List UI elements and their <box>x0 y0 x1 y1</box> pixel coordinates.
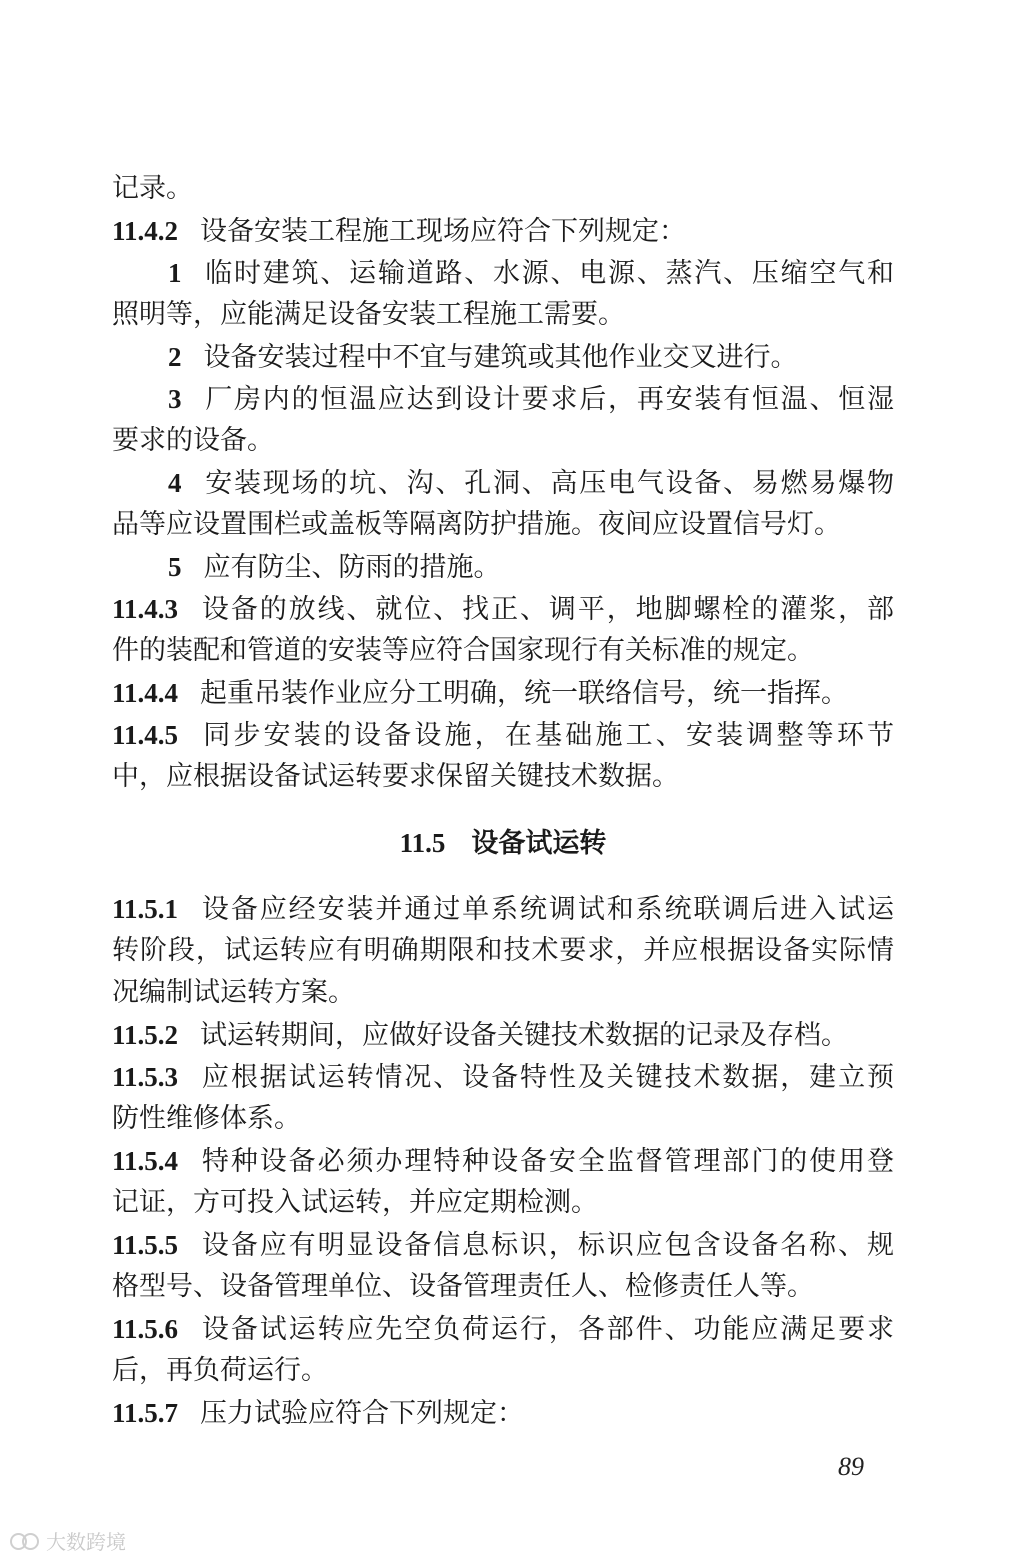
clause-number: 11.4.3 <box>112 594 179 624</box>
page-number: 89 <box>838 1452 864 1481</box>
section-11-5-line <box>112 1350 894 1392</box>
clause-text: 试运转期间，应做好设备关键技术数据的记录及存档。 <box>200 1020 849 1051</box>
clause-text: 设备应有明显设备信息标识，标识应包含设备名称、规 <box>200 1230 894 1261</box>
section-11-5-line <box>112 1392 894 1434</box>
section-11-4-line <box>112 336 894 378</box>
clause-text: 临时建筑、运输道路、水源、电源、蒸汽、压缩空气和 <box>203 258 894 289</box>
section-11-4-line <box>112 672 894 714</box>
section-11-4-line <box>112 546 894 588</box>
clause-number: 11.5.5 <box>112 1230 179 1260</box>
clause-number: 11.5.3 <box>112 1062 179 1092</box>
section-11-5-line <box>112 1098 894 1140</box>
clause-number: 11.4.4 <box>112 678 179 708</box>
section-11-4-line <box>112 420 894 462</box>
document-page <box>112 168 894 1434</box>
item-number: 3 <box>168 384 182 414</box>
section-11-5-line <box>112 1140 894 1182</box>
watermark <box>10 1526 126 1555</box>
watermark-text: 大数跨境 <box>46 1530 126 1554</box>
section-11-5-line <box>112 930 894 972</box>
clause-text: 特种设备必须办理特种设备安全监督管理部门的使用登 <box>200 1146 894 1177</box>
section-11-5-line <box>112 1266 894 1308</box>
section-11-4-line <box>112 504 894 546</box>
clause-text: 格型号、设备管理单位、设备管理责任人、检修责任人等。 <box>112 1271 814 1302</box>
section-11-5-text <box>112 888 894 1434</box>
clause-text: 中，应根据设备试运转要求保留关键技术数据。 <box>112 761 679 792</box>
clause-text: 厂房内的恒温应达到设计要求后，再安装有恒温、恒湿 <box>203 384 894 415</box>
section-11-4-text <box>112 168 894 798</box>
watermark-logo-icon <box>10 1533 40 1549</box>
section-11-5-line <box>112 888 894 930</box>
section-11-5-line <box>112 1308 894 1350</box>
clause-text: 记证，方可投入试运转，并应定期检测。 <box>112 1187 598 1218</box>
section-11-5-line <box>112 1224 894 1266</box>
section-11-5-line <box>112 1014 894 1056</box>
clause-text: 后，再负荷运行。 <box>112 1355 328 1386</box>
clause-number: 11.5.1 <box>112 894 179 924</box>
clause-text: 应根据试运转情况、设备特性及关键技术数据，建立预 <box>200 1062 894 1093</box>
clause-text: 设备应经安装并通过单系统调试和系统联调后进入试运 <box>200 894 894 925</box>
clause-number: 11.5.6 <box>112 1314 179 1344</box>
clause-text: 防性维修体系。 <box>112 1103 301 1134</box>
section-11-4-line <box>112 714 894 756</box>
clause-text: 况编制试运转方案。 <box>112 977 355 1008</box>
section-heading <box>112 822 894 864</box>
section-11-4-line <box>112 210 894 252</box>
section-heading-title: 设备试运转 <box>471 828 607 859</box>
clause-text: 压力试验应符合下列规定： <box>200 1398 525 1429</box>
item-number: 5 <box>168 552 182 582</box>
clause-number: 11.5.7 <box>112 1398 179 1428</box>
section-11-5-line <box>112 1182 894 1224</box>
item-number: 4 <box>168 468 182 498</box>
section-11-4-line <box>112 756 894 798</box>
clause-text: 起重吊装作业应分工明确，统一联络信号，统一指挥。 <box>200 678 849 709</box>
clause-text: 应有防尘、防雨的措施。 <box>203 552 501 583</box>
clause-text: 设备安装过程中不宜与建筑或其他作业交叉进行。 <box>203 342 798 373</box>
section-heading-number: 11.5 <box>399 828 446 858</box>
section-11-4-line <box>112 252 894 294</box>
item-number: 1 <box>168 258 182 288</box>
clause-number: 11.4.5 <box>112 720 179 750</box>
section-11-4-line <box>112 462 894 504</box>
clause-text: 设备试运转应先空负荷运行，各部件、功能应满足要求 <box>200 1314 894 1345</box>
section-11-4-line <box>112 168 894 210</box>
clause-number: 11.5.2 <box>112 1020 179 1050</box>
clause-text: 同步安装的设备设施，在基础施工、安装调整等环节 <box>200 720 894 751</box>
section-11-4-line <box>112 630 894 672</box>
clause-number: 11.5.4 <box>112 1146 179 1176</box>
clause-text: 设备安装工程施工现场应符合下列规定： <box>200 216 687 247</box>
section-11-4-line <box>112 294 894 336</box>
clause-text: 件的装配和管道的安装等应符合国家现行有关标准的规定。 <box>112 635 814 666</box>
section-11-4-line <box>112 378 894 420</box>
clause-text: 转阶段，试运转应有明确期限和技术要求，并应根据设备实际情 <box>112 935 894 966</box>
clause-text: 设备的放线、就位、找正、调平，地脚螺栓的灌浆，部 <box>200 594 894 625</box>
clause-text: 品等应设置围栏或盖板等隔离防护措施。夜间应设置信号灯。 <box>112 509 841 540</box>
section-11-5-line <box>112 1056 894 1098</box>
clause-text: 安装现场的坑、沟、孔洞、高压电气设备、易燃易爆物 <box>203 468 894 499</box>
clause-number: 11.4.2 <box>112 216 179 246</box>
section-11-5-line <box>112 972 894 1014</box>
clause-text: 要求的设备。 <box>112 425 274 456</box>
clause-text: 照明等，应能满足设备安装工程施工需要。 <box>112 299 625 330</box>
item-number: 2 <box>168 342 182 372</box>
section-11-4-line <box>112 588 894 630</box>
clause-text: 记录。 <box>112 173 193 204</box>
